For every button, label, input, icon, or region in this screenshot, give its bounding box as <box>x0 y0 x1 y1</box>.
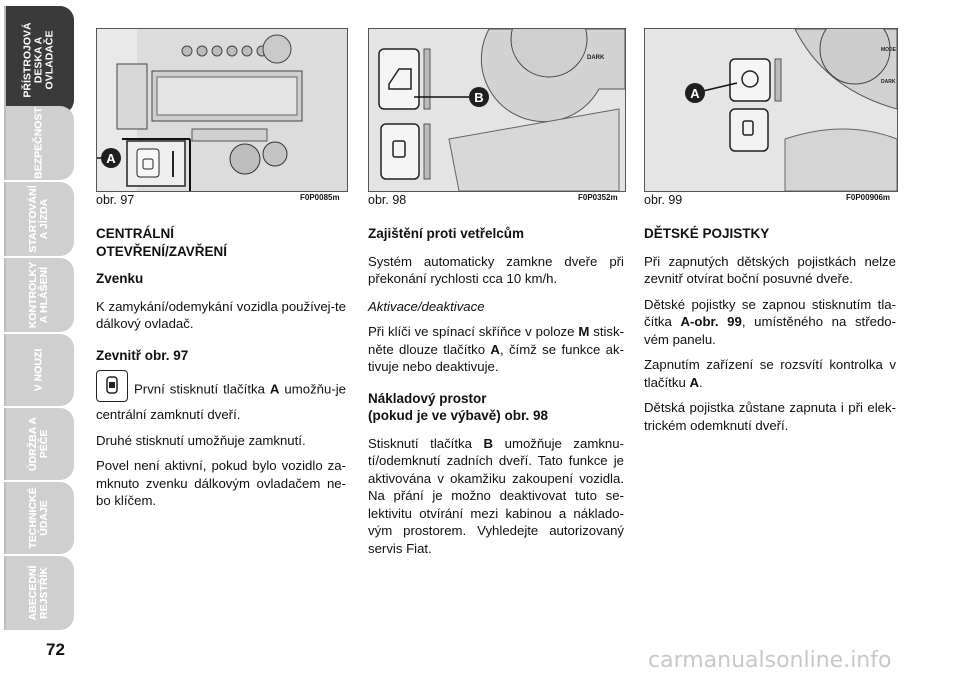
watermark: carmanualsonline.info <box>648 648 892 673</box>
tab-pristrojova-deska[interactable]: PŘÍSTROJOVÁ DESKA A OVLADAČE <box>4 6 74 114</box>
paragraph-child-lock-2: Dětské pojistky se zapnou stisknutím tla-čítka A-obr. 99, umístěného na středo-vém panelu. <box>644 296 896 347</box>
figure-98-caption: obr. 98 <box>368 193 407 207</box>
figure-98 <box>368 28 626 192</box>
paragraph-child-lock-4: Dětská pojistka zůstane zapnuta i při elek-trickém odemknutí dveří. <box>644 400 896 433</box>
heading-central-locking: CENTRÁLNÍ OTEVŘENÍ/ZAVŘENÍ <box>96 226 228 259</box>
lock-icon <box>96 370 128 402</box>
paragraph-first-press: První stisknutí tlačítka A umožňu-je centrální zamknutí dveří. <box>96 374 346 424</box>
paragraph-inactive: Povel není aktivní, pokud bylo vozidlo za-mknuto zvenku dálkovým ovladačem ne-bo klíčem. <box>96 458 346 508</box>
figure-97-code: F0P0085m <box>300 193 340 202</box>
paragraph-child-lock-3: Zapnutím zařízení se rozsvítí kontrolka v tlačítku A. <box>644 357 896 390</box>
paragraph-cargo: Stisknutí tlačítka B umožňuje zamknu-tí/odemknutí zadních dveří. Tato funkce je aktivována v okamžiku zakoupení vozidla. Na přání je možno deaktivovat tuto se-lektivitu otvírání mezi kabinou a náklado-vým prostorem. Vyhledejte autorizovaný servis Fiat. <box>368 435 624 556</box>
figure-97-caption: obr. 97 <box>96 193 135 207</box>
figure-97-marker: A <box>106 151 116 166</box>
dashboard-illustration-99 <box>645 29 897 191</box>
heading-cargo: Nákladový prostor (pokud je ve výbavě) obr. 98 <box>368 390 549 423</box>
heading-child-lock: DĚTSKÉ POJISTKY <box>644 226 770 241</box>
heading-intruder: Zajištění proti vetřelcům <box>368 226 525 241</box>
column-intruder-protection <box>368 225 624 565</box>
paragraph-activation: Při klíči ve spínací skříňce v poloze M stisk-něte dlouze tlačítko A, čímž se funkce ak-tivuje nebo deaktivuje. <box>368 324 624 374</box>
subheading-zevnitr: Zevnitř obr. 97 <box>96 347 189 363</box>
subheading-zvenku: Zvenku <box>96 271 144 286</box>
figure-98-marker: B <box>474 90 484 105</box>
figure-97 <box>96 28 348 192</box>
dark-label: DARK <box>587 55 605 61</box>
tab-technicke-udaje[interactable]: TECHNICKÉ ÚDAJE <box>4 482 74 554</box>
page-number: 72 <box>46 640 65 659</box>
tab-kontrolky[interactable]: KONTROLKY A HLÁŠENÍ <box>4 258 74 332</box>
paragraph-child-lock-1: Při zapnutých dětských pojistkách nelze zevnitř otvírat boční posuvné dveře. <box>644 253 896 286</box>
column-central-locking <box>96 225 346 518</box>
figure-99-caption: obr. 99 <box>644 193 683 207</box>
tab-startovani[interactable]: STARTOVÁNÍ A JÍZDA <box>4 182 74 256</box>
tab-udrzba[interactable]: ÚDRŽBA A PÉČE <box>4 408 74 480</box>
figure-99 <box>644 28 898 192</box>
dark-label-99: DARK <box>881 79 896 85</box>
figure-99-marker: A <box>690 86 700 101</box>
dashboard-illustration-97 <box>97 29 347 191</box>
paragraph-second-press: Druhé stisknutí umožňuje zamknutí. <box>96 432 306 448</box>
subheading-activation: Aktivace/deaktivace <box>368 298 485 314</box>
dashboard-illustration-98 <box>369 29 625 191</box>
figure-99-code: F0P00906m <box>846 193 891 202</box>
chapter-sidebar <box>0 0 82 640</box>
paragraph-remote: K zamykání/odemykání vozidla používej-te dálkový ovladač. <box>96 298 346 331</box>
figure-98-code: F0P0352m <box>578 193 618 202</box>
paragraph-auto-lock: Systém automaticky zamkne dveře při překonání rychlosti cca 10 km/h. <box>368 253 624 286</box>
tab-bezpecnost[interactable]: BEZPEČNOST <box>4 106 74 180</box>
tab-rejstrik[interactable]: ABECEDNÍ REJSTŘÍK <box>4 556 74 630</box>
mode-label: MODE <box>881 47 896 53</box>
tab-v-nouzi[interactable]: V NOUZI <box>4 334 74 406</box>
column-child-lock <box>644 225 896 442</box>
